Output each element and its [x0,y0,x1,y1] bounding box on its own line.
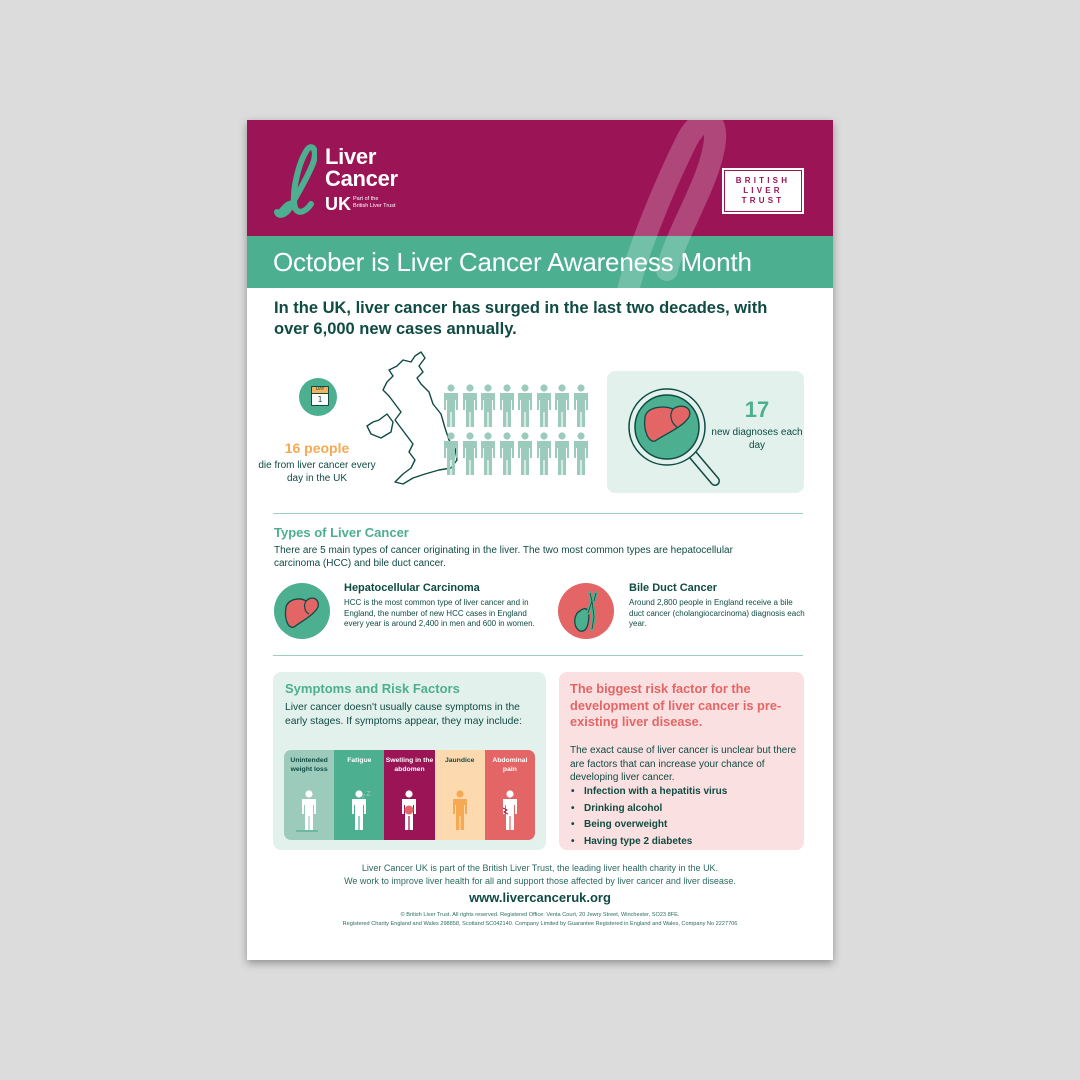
risk-heading: The biggest risk factor for the development of liver cancer is pre-existing liver disease. [570,681,782,729]
person-icon [573,384,589,428]
svg-text:z: z [362,793,366,800]
deaths-stat-text: die from liver cancer every day in the UK [258,460,376,484]
bile-duct-title: Bile Duct Cancer [629,582,718,594]
symptom-fatigue [334,750,384,840]
calendar-day: 1 [317,395,323,404]
symptoms-text: Liver cancer doesn't usually cause symptoms in the early stages. If symptoms appear, they may include: [285,702,522,727]
person-figure-icon [350,790,371,832]
diagnoses-card [607,371,804,493]
people-icon-grid [443,384,593,476]
svg-text:Z: Z [366,790,371,798]
logo-uk: UK [325,194,351,214]
person-icon [554,384,570,428]
person-icon [480,384,496,428]
blt-line-1: BRITISH [735,176,791,185]
british-liver-trust-logo [722,168,804,214]
risk-factor-item: • Infection with a hepatitis virus [570,784,727,801]
blt-line-2: LIVER [743,186,783,195]
symptom-swelling [384,750,434,840]
logo-sub-1: Part of the [353,196,379,202]
hcc-liver-icon [274,583,330,639]
legal-line-1: © British Liver Trust. All rights reserved. Registered Office: Venta Court, 20 Jewry Street, Winchester, SO23 8FE. [400,912,680,918]
person-icon [573,432,589,476]
liver-cancer-uk-logo [273,142,423,222]
calendar-icon [311,386,329,406]
bile-duct-icon [558,583,614,639]
symptoms-heading: Symptoms and Risk Factors [285,681,460,696]
person-icon [536,432,552,476]
symptom-label: Abdominal pain [492,757,528,773]
website-link[interactable]: www.livercanceruk.org [469,890,611,905]
person-icon [517,384,533,428]
footer-legal [247,911,833,928]
symptom-weight-loss [284,750,334,840]
bile-duct-text: Around 2,800 people in England receive a bile duct cancer (cholangiocarcinoma) diagnosis each year. [629,598,805,628]
ribbon-l-icon [273,142,317,220]
banner-title: October is Liver Cancer Awareness Month [273,246,752,277]
person-icon [443,384,459,428]
person-icon [462,432,478,476]
symptom-label: Jaundice [444,757,475,764]
types-heading: Types of Liver Cancer [274,525,409,540]
diagnoses-stat-number: 17 [744,397,770,422]
person-figure-icon [300,790,318,832]
legal-line-2: Registered Charity England and Wales 298858, Scotland SC042140. Company Limited by Guarantee Registered in England and Wales, Company No 2227706 [342,920,738,927]
divider [273,513,803,514]
risk-factor-item: • Drinking alcohol [570,801,727,818]
person-icon [462,384,478,428]
person-figure-icon [400,790,418,832]
awareness-banner [247,236,833,288]
person-icon [536,384,552,428]
deaths-stat-number: 16 people [284,440,350,456]
symptom-abdominal-pain [485,750,535,840]
person-figure-icon [501,790,519,832]
logo-line-cancer: Cancer [325,166,398,191]
calendar-badge [299,378,337,416]
intro-statement: In the UK, liver cancer has surged in the last two decades, with over 6,000 new cases annually. [274,299,768,338]
person-icon [517,432,533,476]
diagnoses-stat-text: new diagnoses each day [711,427,803,451]
logo-line-liver: Liver [325,144,377,169]
symptoms-card [273,672,546,850]
person-icon [480,432,496,476]
person-icon [499,384,515,428]
symptom-label: Fatigue [347,757,372,764]
footer-line-2: We work to improve liver health for all and support those affected by liver cancer and liver disease. [344,875,736,886]
header-band [247,120,833,236]
types-intro: There are 5 main types of cancer originating in the liver. The two most common types are hepatocellular carcinoma (HCC) and bile duct cancer. [274,545,733,569]
blt-line-3: TRUST [741,196,785,205]
divider [273,655,803,656]
symptom-jaundice [435,750,485,840]
symptoms-strip [284,750,535,840]
hcc-title: Hepatocellular Carcinoma [344,582,480,594]
hcc-text: HCC is the most common type of liver cancer and in England, the number of new HCC cases in England every year is around 2,400 in men and 600 in women. [344,598,535,628]
person-icon [499,432,515,476]
logo-sub-2: British Liver Trust [353,203,396,209]
calendar-label: DAY [312,387,328,394]
person-icon [443,432,459,476]
person-icon [554,432,570,476]
footer-about [247,862,833,887]
risk-factor-list [570,784,727,850]
risk-text: The exact cause of liver cancer is unclear but there are factors that can increase your chance of developing liver cancer. [570,745,797,783]
risk-card [559,672,804,850]
risk-factor-item: • Being overweight [570,817,727,834]
person-figure-icon [451,790,469,832]
footer-line-1: Liver Cancer UK is part of the British Liver Trust, the leading liver health charity in the UK. [361,863,719,873]
symptom-label: Swelling in the abdomen [385,757,434,773]
risk-factor-item: • Having type 2 diabetes [570,834,727,851]
symptom-label: Unintended weight loss [290,757,328,773]
poster-page [247,120,833,960]
